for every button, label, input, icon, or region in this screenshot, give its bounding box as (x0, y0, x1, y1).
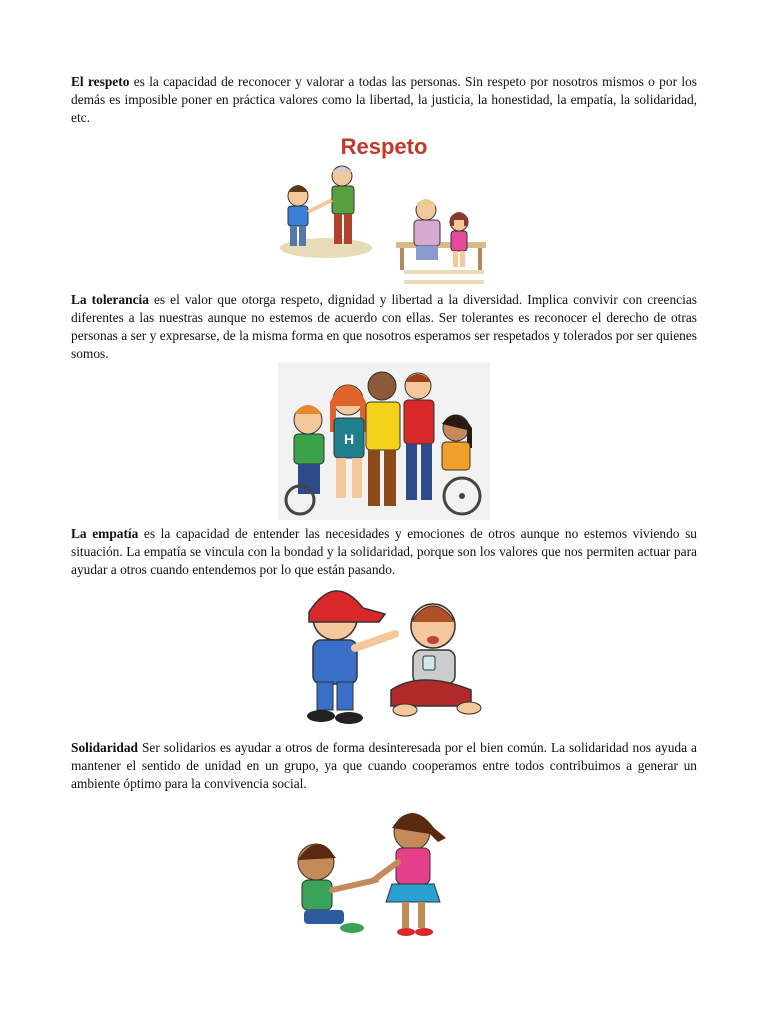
tolerancia-illustration (278, 362, 490, 520)
text-tolerancia: es el valor que otorga respeto, dignidad y libertad a la diversidad. Implica convivir con creencias diferentes a las nuestras aunque no estemos de acuerdo con ellas. Ser tolerantes es reconocer el derecho de otras personas a ser y expresarse, de la misma forma en que nosotros esperamos ser respetados y tolerados por ser quienes somos. (71, 292, 697, 361)
term-tolerancia: La tolerancia (71, 292, 149, 307)
text-empatia: es la capacidad de entender las necesidades y emociones de otros aunque no estemos viviendo su situación. La empatía se vincula con la bondad y la solidaridad, porque son los valores que nos permiten actuar para ayudar a otros cuando entendemos por lo que están pasando. (71, 526, 698, 577)
paragraph-respeto (71, 73, 697, 127)
text-solidaridad: Ser solidarios es ayudar a otros de forma desinteresada por el bien común. La solidaridad nos ayuda a mantener el sentido de unidad en un grupo, ya que cuando cooperamos entre todos contribuimos a generar un ambiente óptimo para la convivencia social. (71, 740, 697, 791)
empatia-illustration (273, 578, 495, 738)
text-respeto: es la capacidad de reconocer y valorar a todas las personas. Sin respeto por nosotros mismos o por los demás es imposible poner en práctica valores como la libertad, la justicia, la honestidad, la empatía, la solidaridad, etc. (71, 74, 697, 125)
solidaridad-illustration (282, 806, 488, 940)
respeto-caption: Respeto (340, 134, 428, 159)
paragraph-empatia (71, 525, 697, 579)
term-solidaridad: Solidaridad (71, 740, 138, 755)
term-respeto: El respeto (71, 74, 130, 89)
svg-text:H: H (343, 431, 355, 447)
term-empatia: La empatía (71, 526, 139, 541)
paragraph-tolerancia (71, 291, 697, 363)
respeto-illustration (276, 130, 491, 292)
paragraph-solidaridad (71, 739, 697, 793)
